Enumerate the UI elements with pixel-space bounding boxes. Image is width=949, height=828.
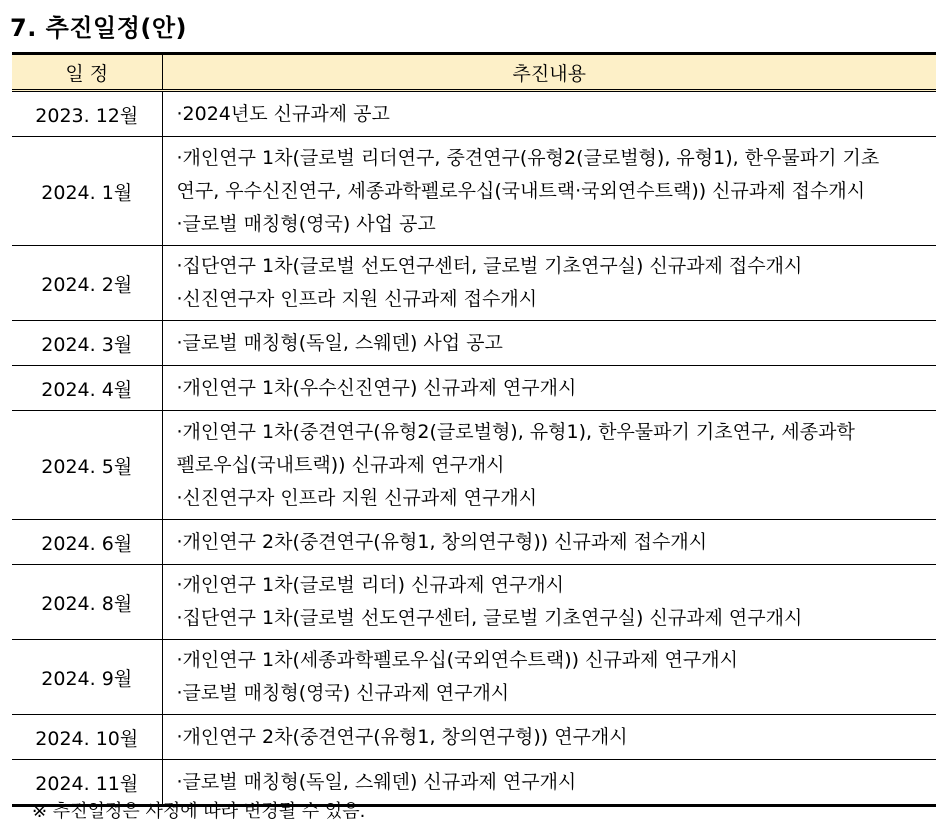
row-content (162, 760, 936, 806)
content-line: ·집단연구 1차(글로벌 선도연구센터, 글로벌 기초연구실) 신규과제 연구개시 (176, 607, 803, 629)
row-date: 2024. 4월 (12, 366, 162, 411)
content-line: ·집단연구 1차(글로벌 선도연구센터, 글로벌 기초연구실) 신규과제 접수개시 (176, 255, 803, 277)
content-line: ·신진연구자 인프라 지원 신규과제 연구개시 (176, 486, 538, 509)
row-content (162, 715, 936, 760)
table-row (12, 565, 936, 640)
content-line: 펠로우십(국내트랙)) 신규과제 연구개시 (176, 453, 505, 476)
table-row (12, 91, 936, 137)
row-content (162, 321, 936, 366)
row-date: 2024. 9월 (12, 640, 162, 715)
content-line: ·개인연구 1차(글로벌 리더연구, 중견연구(유형2(글로벌형), 유형1), 한우물파기 기초 (176, 146, 880, 169)
row-date: 2023. 12월 (12, 91, 162, 137)
row-content (162, 366, 936, 411)
row-content (162, 91, 936, 137)
row-date: 2024. 8월 (12, 565, 162, 640)
table-row (12, 520, 936, 565)
row-content (162, 137, 936, 246)
row-date: 2024. 1월 (12, 137, 162, 246)
table-row (12, 640, 936, 715)
content-line: ·글로벌 매칭형(영국) 사업 공고 (176, 212, 436, 235)
footnote: ※ 추진일정은 사정에 따라 변경될 수 있음. (32, 801, 366, 822)
schedule-table (12, 52, 936, 807)
content-line: ·개인연구 2차(중견연구(유형1, 창의연구형)) 연구개시 (176, 725, 628, 748)
content-line: ·2024년도 신규과제 공고 (176, 102, 390, 125)
section-title: 7. 추진일정(안) (10, 14, 188, 42)
row-content (162, 246, 936, 321)
row-date: 2024. 11월 (12, 760, 162, 806)
row-content (162, 640, 936, 715)
row-date: 2024. 3월 (12, 321, 162, 366)
content-line: ·개인연구 1차(중견연구(유형2(글로벌형), 유형1), 한우물파기 기초연구, 세종과학 (176, 420, 855, 443)
content-line: ·글로벌 매칭형(독일, 스웨덴) 신규과제 연구개시 (176, 770, 577, 793)
row-date: 2024. 2월 (12, 246, 162, 321)
row-content (162, 411, 936, 520)
content-line: ·개인연구 1차(글로벌 리더) 신규과제 연구개시 (176, 574, 564, 596)
content-line: ·개인연구 2차(중견연구(유형1, 창의연구형)) 신규과제 접수개시 (176, 530, 708, 553)
content-line: ·개인연구 1차(세종과학펠로우십(국외연수트랙)) 신규과제 연구개시 (176, 649, 738, 671)
table-row (12, 366, 936, 411)
row-date: 2024. 5월 (12, 411, 162, 520)
table-row (12, 411, 936, 520)
header-content: 추진내용 (162, 54, 936, 91)
row-content (162, 565, 936, 640)
table-row (12, 246, 936, 321)
row-date: 2024. 10월 (12, 715, 162, 760)
row-content (162, 520, 936, 565)
table-row (12, 137, 936, 246)
content-line: ·신진연구자 인프라 지원 신규과제 접수개시 (176, 288, 538, 310)
table-header-row (12, 54, 936, 91)
table-row (12, 715, 936, 760)
row-date: 2024. 6월 (12, 520, 162, 565)
content-line: 연구, 우수신진연구, 세종과학펠로우십(국내트랙·국외연수트랙)) 신규과제 접수개시 (176, 179, 866, 202)
content-line: ·글로벌 매칭형(영국) 신규과제 연구개시 (176, 682, 510, 704)
header-schedule: 일 정 (12, 54, 162, 91)
content-line: ·개인연구 1차(우수신진연구) 신규과제 연구개시 (176, 376, 577, 399)
table-row (12, 760, 936, 806)
content-line: ·글로벌 매칭형(독일, 스웨덴) 사업 공고 (176, 331, 503, 354)
table-row (12, 321, 936, 366)
